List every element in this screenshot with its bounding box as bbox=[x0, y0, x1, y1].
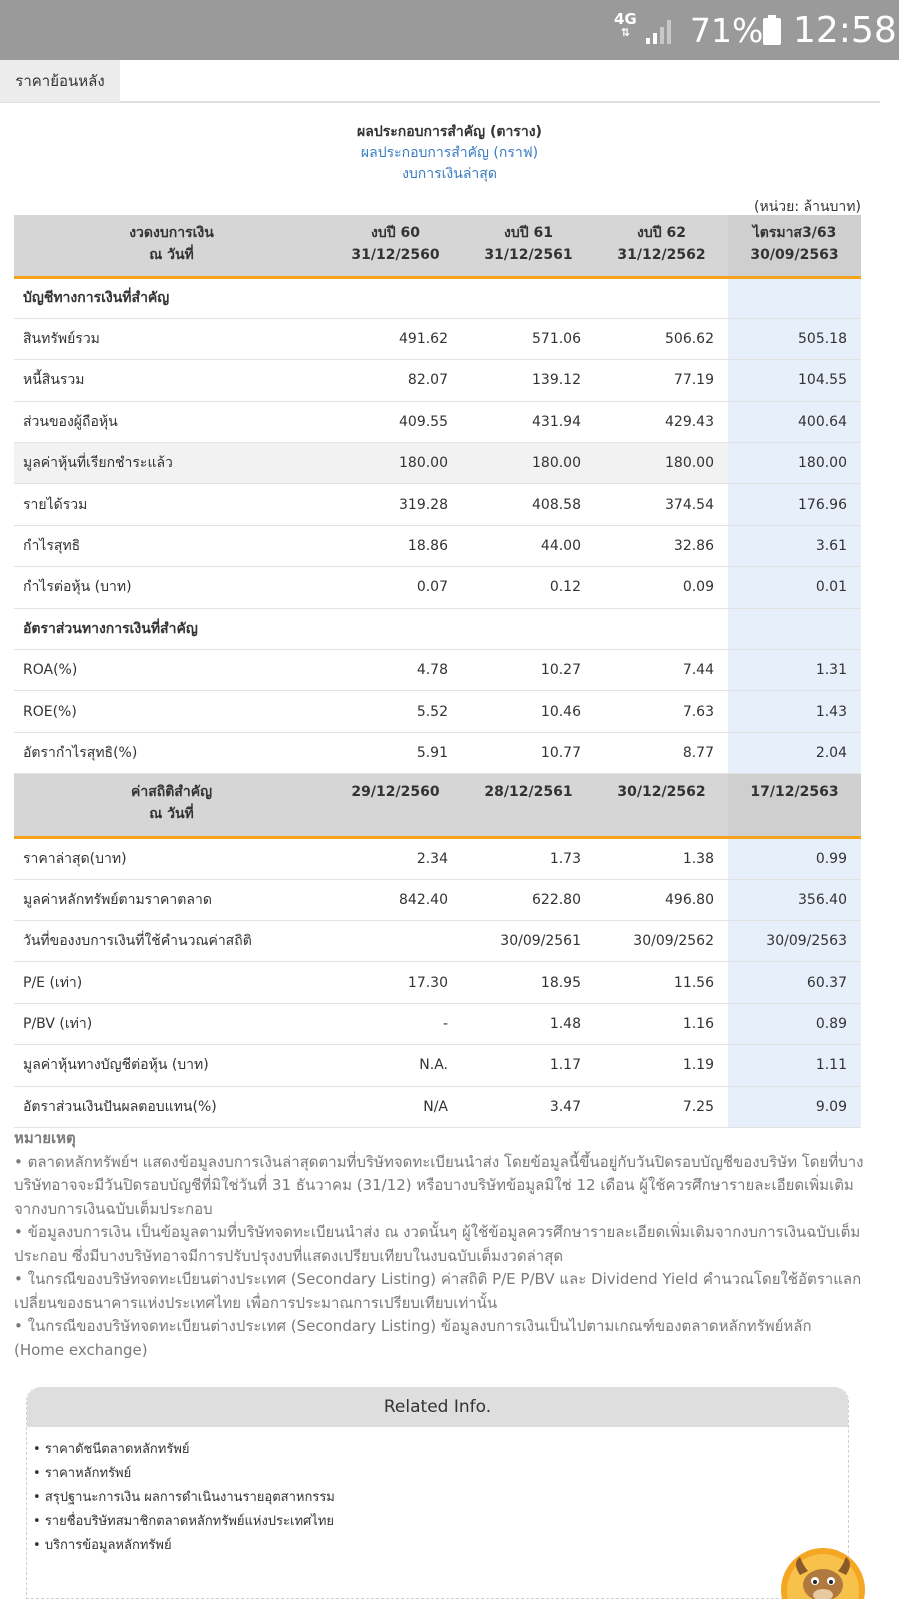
row-label: ส่วนของผู้ถือหุ้น bbox=[14, 401, 329, 442]
row-label: มูลค่าหุ้นทางบัญชีต่อหุ้น (บาท) bbox=[14, 1045, 329, 1086]
header-period-label: งวดงบการเงิน ณ วันที่ bbox=[14, 215, 329, 277]
row-value: 4.78 bbox=[329, 650, 462, 691]
row-value: 8.77 bbox=[595, 732, 728, 773]
row-value: N/A bbox=[329, 1086, 462, 1127]
row-value: 180.00 bbox=[462, 443, 595, 484]
table-view-title: ผลประกอบการสำคัญ (ตาราง) bbox=[357, 124, 542, 140]
row-value: 10.77 bbox=[462, 732, 595, 773]
related-info-list bbox=[27, 1427, 848, 1558]
header-period-4: ไตรมาส3/63 30/09/2563 bbox=[728, 215, 861, 277]
section-row-ratios bbox=[14, 608, 861, 649]
row-label: สินทรัพย์รวม bbox=[14, 318, 329, 359]
row-value: 1.38 bbox=[595, 838, 728, 879]
row-value: - bbox=[329, 1003, 462, 1044]
table-row bbox=[14, 318, 861, 359]
financial-table bbox=[14, 215, 861, 1128]
row-label: มูลค่าหลักทรัพย์ตามราคาตลาด bbox=[14, 879, 329, 920]
stats-header-date: 30/12/2562 bbox=[595, 774, 728, 838]
row-value: 1.17 bbox=[462, 1045, 595, 1086]
row-value: 400.64 bbox=[728, 401, 861, 442]
stats-header-date: 29/12/2560 bbox=[329, 774, 462, 838]
row-value: 2.34 bbox=[329, 838, 462, 879]
row-label: ราคาล่าสุด(บาท) bbox=[14, 838, 329, 879]
row-value: N.A. bbox=[329, 1045, 462, 1086]
battery-icon bbox=[763, 15, 781, 45]
row-value: 30/09/2563 bbox=[728, 920, 861, 961]
mascot-icon[interactable] bbox=[778, 1545, 868, 1599]
row-value: 30/09/2561 bbox=[462, 920, 595, 961]
row-value: 491.62 bbox=[329, 318, 462, 359]
row-value: 82.07 bbox=[329, 360, 462, 401]
row-value: 180.00 bbox=[595, 443, 728, 484]
row-value: 7.44 bbox=[595, 650, 728, 691]
row-value: 0.12 bbox=[462, 567, 595, 608]
header-period-1: งบปี 60 31/12/2560 bbox=[329, 215, 462, 277]
row-value: 32.86 bbox=[595, 525, 728, 566]
table-row bbox=[14, 732, 861, 773]
table-row bbox=[14, 1003, 861, 1044]
table-row bbox=[14, 360, 861, 401]
related-link[interactable]: • ราคาหลักทรัพย์ bbox=[33, 1462, 848, 1486]
stats-header-date: 17/12/2563 bbox=[728, 774, 861, 838]
row-value: 18.86 bbox=[329, 525, 462, 566]
row-label: มูลค่าหุ้นที่เรียกชำระแล้ว bbox=[14, 443, 329, 484]
note-item: • ในกรณีของบริษัทจดทะเบียนต่างประเทศ (Secondary Listing) ค่าสถิติ P/E P/BV และ Dividend Yield คำนวณโดยใช้อัตราแลกเปลี่ยนของธนาคารแห่งประเทศไทย เพื่อการประมาณการเปรียบเทียบเท่านั้น bbox=[14, 1270, 862, 1312]
row-label: วันที่ของงบการเงินที่ใช้คำนวณค่าสถิติ bbox=[14, 920, 329, 961]
stats-header-label: ค่าสถิติสำคัญ ณ วันที่ bbox=[14, 774, 329, 838]
related-info-title: Related Info. bbox=[27, 1387, 848, 1427]
row-value: 505.18 bbox=[728, 318, 861, 359]
battery-percent: 71% bbox=[690, 11, 764, 50]
row-value bbox=[329, 920, 462, 961]
table-row bbox=[14, 962, 861, 1003]
graph-view-link[interactable]: ผลประกอบการสำคัญ (กราฟ) bbox=[360, 145, 539, 161]
section-row-accounts bbox=[14, 277, 861, 318]
latest-statement-link[interactable]: งบการเงินล่าสุด bbox=[402, 166, 497, 182]
row-value: 1.31 bbox=[728, 650, 861, 691]
row-value: 17.30 bbox=[329, 962, 462, 1003]
row-value: 374.54 bbox=[595, 484, 728, 525]
row-label: อัตรากำไรสุทธิ(%) bbox=[14, 732, 329, 773]
row-value: 180.00 bbox=[728, 443, 861, 484]
row-label: ROE(%) bbox=[14, 691, 329, 732]
table-row bbox=[14, 650, 861, 691]
note-item: • ข้อมูลงบการเงิน เป็นข้อมูลตามที่บริษัทจดทะเบียนนำส่ง ณ งวดนั้นๆ ผู้ใช้ข้อมูลควรศึกษารายละเอียดเพิ่มเติมจากงบการเงินฉบับเต็มประกอบ ซึ่งมีบางบริษัทอาจมีการปรับปรุงงบที่แสดงเปรียบเทียบในงบฉบับเต็มงวดล่าสุด bbox=[14, 1223, 861, 1265]
table-row bbox=[14, 691, 861, 732]
row-label: กำไรสุทธิ bbox=[14, 525, 329, 566]
row-value: 622.80 bbox=[462, 879, 595, 920]
row-value: 30/09/2562 bbox=[595, 920, 728, 961]
row-label: P/BV (เท่า) bbox=[14, 1003, 329, 1044]
tab-historical-price[interactable]: ราคาย้อนหลัง bbox=[0, 60, 120, 102]
row-value: 10.46 bbox=[462, 691, 595, 732]
notes-title: หมายเหตุ bbox=[14, 1129, 76, 1147]
row-value: 0.89 bbox=[728, 1003, 861, 1044]
table-row bbox=[14, 401, 861, 442]
unit-label: (หน่วย: ล้านบาท) bbox=[754, 199, 861, 215]
row-value: 11.56 bbox=[595, 962, 728, 1003]
row-value: 176.96 bbox=[728, 484, 861, 525]
table-row bbox=[14, 484, 861, 525]
row-value: 9.09 bbox=[728, 1086, 861, 1127]
row-value: 1.11 bbox=[728, 1045, 861, 1086]
row-label: หนี้สินรวม bbox=[14, 360, 329, 401]
row-value: 44.00 bbox=[462, 525, 595, 566]
row-value: 431.94 bbox=[462, 401, 595, 442]
section-label: อัตราส่วนทางการเงินที่สำคัญ bbox=[14, 608, 329, 649]
row-value: 139.12 bbox=[462, 360, 595, 401]
row-label: อัตราส่วนเงินปันผลตอบแทน(%) bbox=[14, 1086, 329, 1127]
related-link[interactable]: • สรุปฐานะการเงิน ผลการดำเนินงานรายอุตสาหกรรม bbox=[33, 1486, 848, 1510]
signal-icon bbox=[646, 18, 676, 44]
related-link[interactable]: • รายชื่อบริษัทสมาชิกตลาดหลักทรัพย์แห่งประเทศไทย bbox=[33, 1510, 848, 1534]
row-value: 1.73 bbox=[462, 838, 595, 879]
row-value: 104.55 bbox=[728, 360, 861, 401]
row-value: 571.06 bbox=[462, 318, 595, 359]
table-row bbox=[14, 838, 861, 879]
related-info-panel bbox=[26, 1387, 849, 1599]
row-value: 10.27 bbox=[462, 650, 595, 691]
view-links bbox=[0, 122, 899, 185]
header-period-3: งบปี 62 31/12/2562 bbox=[595, 215, 728, 277]
row-label: กำไรต่อหุ้น (บาท) bbox=[14, 567, 329, 608]
row-value: 77.19 bbox=[595, 360, 728, 401]
clock: 12:58 bbox=[793, 10, 897, 51]
table-row bbox=[14, 567, 861, 608]
table-row bbox=[14, 1045, 861, 1086]
table-row bbox=[14, 920, 861, 961]
row-value: 3.47 bbox=[462, 1086, 595, 1127]
table-row bbox=[14, 1086, 861, 1127]
related-link[interactable]: • ราคาดัชนีตลาดหลักทรัพย์ bbox=[33, 1438, 848, 1462]
stats-header-date: 28/12/2561 bbox=[462, 774, 595, 838]
row-value: 7.25 bbox=[595, 1086, 728, 1127]
note-item: • ในกรณีของบริษัทจดทะเบียนต่างประเทศ (Secondary Listing) ข้อมูลงบการเงินเป็นไปตามเกณฑ์ของตลาดหลักทรัพย์หลัก (Home exchange) bbox=[14, 1317, 812, 1359]
row-value: 0.09 bbox=[595, 567, 728, 608]
table-header-row bbox=[14, 215, 861, 277]
row-value: 1.19 bbox=[595, 1045, 728, 1086]
row-value: 1.48 bbox=[462, 1003, 595, 1044]
row-label: P/E (เท่า) bbox=[14, 962, 329, 1003]
related-link[interactable]: • บริการข้อมูลหลักทรัพย์ bbox=[33, 1534, 848, 1558]
network-indicator bbox=[614, 12, 637, 40]
row-value: 319.28 bbox=[329, 484, 462, 525]
row-value: 0.99 bbox=[728, 838, 861, 879]
row-value: 0.01 bbox=[728, 567, 861, 608]
row-value: 60.37 bbox=[728, 962, 861, 1003]
notes-section bbox=[14, 1127, 864, 1362]
row-value: 409.55 bbox=[329, 401, 462, 442]
note-item: • ตลาดหลักทรัพย์ฯ แสดงข้อมูลงบการเงินล่าสุดตามที่บริษัทจดทะเบียนนำส่ง โดยข้อมูลนี้ขึ้นอยู่กับวันปิดรอบบัญชีของบริษัท โดยที่บางบริษัทอาจจะมีวันปิดรอบบัญชีที่มิใช่วันที่ 31 ธันวาคม (31/12) หรือบางบริษัทข้อมูลมิใช่ 12 เดือน ผู้ใช้ควรศึกษารายละเอียดเพิ่มเติมจากงบการเงินฉบับเต็มประกอบ bbox=[14, 1152, 864, 1218]
row-value: 5.52 bbox=[329, 691, 462, 732]
row-value: 3.61 bbox=[728, 525, 861, 566]
row-value: 496.80 bbox=[595, 879, 728, 920]
tab-bar bbox=[0, 60, 880, 103]
table-row bbox=[14, 443, 861, 484]
header-period-2: งบปี 61 31/12/2561 bbox=[462, 215, 595, 277]
row-value: 1.16 bbox=[595, 1003, 728, 1044]
row-value: 408.58 bbox=[462, 484, 595, 525]
data-arrows-icon: ⇅ bbox=[620, 26, 630, 39]
table-row bbox=[14, 879, 861, 920]
row-value: 429.43 bbox=[595, 401, 728, 442]
stats-header-row bbox=[14, 774, 861, 838]
network-type: 4G bbox=[614, 10, 637, 28]
row-label: ROA(%) bbox=[14, 650, 329, 691]
table-row bbox=[14, 525, 861, 566]
row-value: 7.63 bbox=[595, 691, 728, 732]
status-bar bbox=[0, 0, 899, 60]
row-label: รายได้รวม bbox=[14, 484, 329, 525]
row-value: 18.95 bbox=[462, 962, 595, 1003]
row-value: 0.07 bbox=[329, 567, 462, 608]
row-value: 842.40 bbox=[329, 879, 462, 920]
row-value: 506.62 bbox=[595, 318, 728, 359]
row-value: 180.00 bbox=[329, 443, 462, 484]
section-label: บัญชีทางการเงินที่สำคัญ bbox=[14, 277, 329, 318]
row-value: 2.04 bbox=[728, 732, 861, 773]
row-value: 5.91 bbox=[329, 732, 462, 773]
row-value: 356.40 bbox=[728, 879, 861, 920]
row-value: 1.43 bbox=[728, 691, 861, 732]
